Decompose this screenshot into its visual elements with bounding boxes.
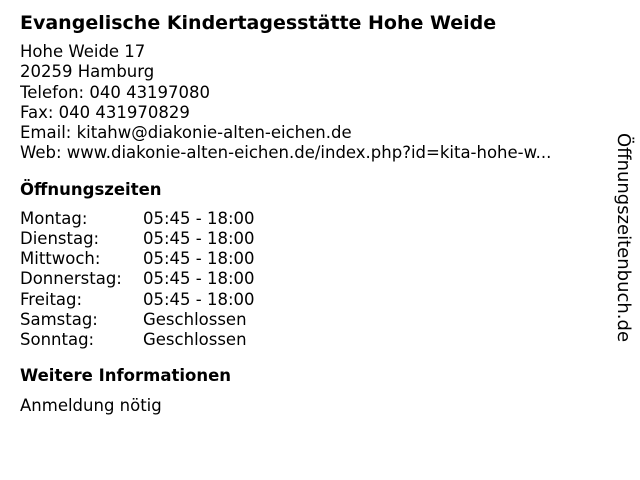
day-label: Mittwoch: — [20, 249, 101, 269]
hours-row-thursday — [20, 269, 600, 289]
more-info-heading: Weitere Informationen — [20, 366, 232, 386]
day-label: Sonntag: — [20, 330, 95, 349]
hours-row-saturday — [20, 310, 600, 330]
web-text: Web: www.diakonie-alten-eichen.de/index.php?id=kita-hohe-w... — [20, 143, 552, 163]
business-details — [20, 10, 600, 417]
hours-row-monday — [20, 209, 600, 229]
hours-row-tuesday — [20, 229, 600, 249]
hours-row-friday — [20, 290, 600, 310]
hours-row-wednesday — [20, 249, 600, 269]
street-text: Hohe Weide 17 — [20, 42, 146, 61]
phone-text: Telefon: 040 43197080 — [20, 82, 211, 102]
email-text: Email: kitahw@diakonie-alten-eichen.de — [20, 123, 352, 143]
hours-row-sunday — [20, 330, 600, 350]
address-block — [20, 42, 600, 164]
time-value: Geschlossen — [143, 330, 247, 349]
business-title: Evangelische Kindertagesstätte Hohe Weide — [20, 12, 497, 34]
day-label: Donnerstag: — [20, 269, 122, 289]
day-label: Samstag: — [20, 309, 98, 329]
opening-hours-heading: Öffnungszeiten — [20, 179, 162, 199]
day-label: Dienstag: — [20, 228, 100, 248]
more-info-text: Anmeldung nötig — [20, 396, 162, 416]
time-value: Geschlossen — [143, 309, 247, 329]
time-value: 05:45 - 18:00 — [143, 289, 255, 309]
city-text: 20259 Hamburg — [20, 62, 155, 82]
brand-watermark: Öffnungszeitenbuch.de — [613, 133, 634, 343]
opening-hours-table — [20, 209, 600, 350]
time-value: 05:45 - 18:00 — [143, 228, 255, 248]
day-label: Montag: — [20, 208, 88, 228]
time-value: 05:45 - 18:00 — [143, 269, 255, 289]
fax-text: Fax: 040 431970829 — [20, 102, 190, 122]
time-value: 05:45 - 18:00 — [143, 249, 255, 269]
day-label: Freitag: — [20, 289, 83, 309]
time-value: 05:45 - 18:00 — [143, 208, 255, 228]
